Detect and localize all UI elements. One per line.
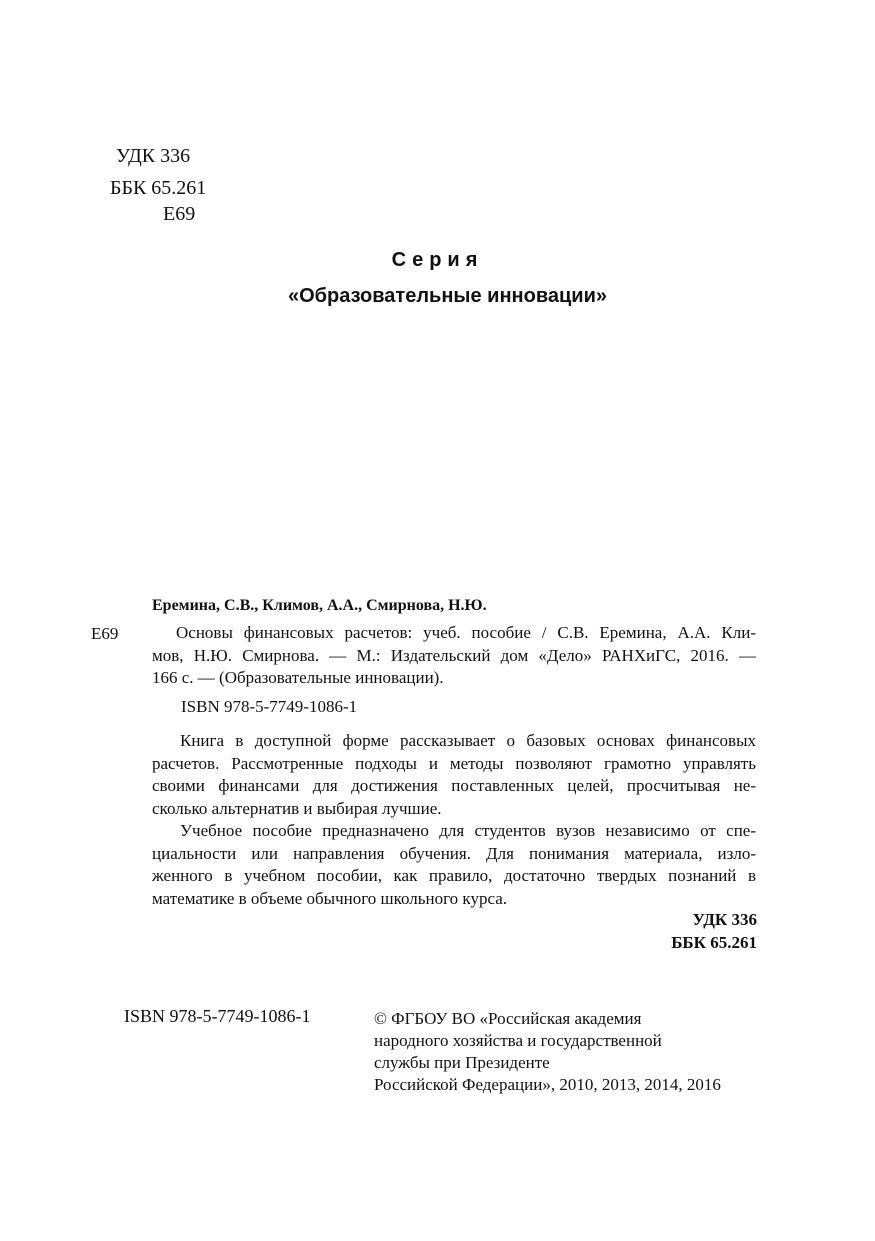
abstract-paragraph-1 <box>152 730 756 820</box>
bib-line: 166 с. — (Образовательные инновации). <box>152 668 444 688</box>
abstract-line: своими финансами для достижения поставленных целей, просчитывая не- <box>152 776 756 796</box>
copyright-line: Российской Федерации», 2010, 2013, 2014, 2016 <box>374 1075 721 1094</box>
footer-isbn: ISBN 978-5-7749-1086-1 <box>124 1006 311 1026</box>
abstract-line: Книга в доступной форме рассказывает о базовых основах финансовых <box>180 731 756 750</box>
entry-mark: Е69 <box>91 624 119 643</box>
abstract-bbk: ББК 65.261 <box>671 933 757 952</box>
abstract-line: сколько альтернатив и выбирая лучшие. <box>152 798 442 818</box>
copyright-line: народного хозяйства и государственной <box>374 1031 662 1050</box>
bibliographic-description <box>152 622 756 690</box>
bib-line: мов, Н.Ю. Смирнова. — М.: Издательский дом «Дело» РАНХиГС, 2016. — <box>152 645 756 665</box>
copyright-block <box>374 1008 721 1096</box>
abstract-line: расчетов. Рассмотренные подходы и методы позволяют грамотно управлять <box>152 753 756 773</box>
author-mark: Е69 <box>163 203 196 225</box>
entry-isbn: ISBN 978-5-7749-1086-1 <box>181 697 358 716</box>
abstract-paragraph-2 <box>152 820 756 910</box>
series-label: Серия <box>391 249 484 271</box>
abstract-line: математике в объеме обычного школьного курса. <box>152 888 507 908</box>
copyright-line: службы при Президенте <box>374 1053 550 1072</box>
udk-code: УДК 336 <box>116 145 191 167</box>
abstract-udk: УДК 336 <box>692 910 757 929</box>
bbk-code: ББК 65.261 <box>110 177 207 199</box>
series-title: «Образовательные инновации» <box>287 285 608 307</box>
abstract-line: Учебное пособие предназначено для студентов вузов независимо от спе- <box>180 821 756 840</box>
copyright-line: © ФГБОУ ВО «Российская академия <box>374 1009 642 1028</box>
entry-authors: Еремина, С.В., Климов, А.А., Смирнова, Н.Ю. <box>152 597 487 614</box>
abstract-line: циальности или направления обучения. Для понимания материала, изло- <box>152 843 756 863</box>
bib-line: Основы финансовых расчетов: учеб. пособие / С.В. Еремина, А.А. Кли- <box>176 623 756 642</box>
abstract-line: женного в учебном пособии, как правило, достаточно твердых познаний в <box>152 866 756 886</box>
